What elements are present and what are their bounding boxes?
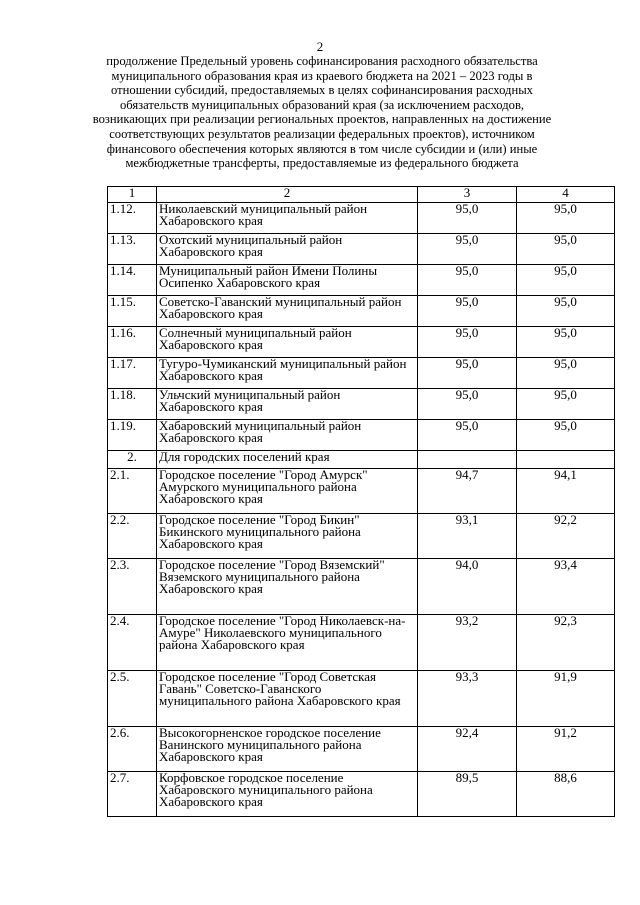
municipality-name: Советско-Гаванский муниципальный район Хабаровского края — [157, 296, 418, 327]
row-number: 2.2. — [108, 514, 157, 559]
row-number: 2.6. — [108, 727, 157, 772]
row-number: 1.17. — [108, 358, 157, 389]
table-row — [108, 559, 615, 615]
value-col-4: 91,2 — [517, 727, 615, 772]
document-heading: продолжение Предельный уровень софинансирования расходного обязательства муниципального образования края из краевого бюджета на 2021 – 2023 годы в отношении субсидий, предоставляемых в целях софинансирования расходных обязательств муниципальных образований края (за исключением расходов, возникающих при реализации региональных проектов, направленных на достижение соответствующих результатов реализации федеральных проектов), источником финансового обеспечения которых являются в том числе субсидии и (или) иные межбюджетные трансферты, предоставляемые из федерального бюджета — [92, 54, 552, 171]
table-row — [108, 772, 615, 817]
table-row — [108, 727, 615, 772]
value-col-4: 95,0 — [517, 234, 615, 265]
municipality-name: Охотский муниципальный район Хабаровского края — [157, 234, 418, 265]
cofinancing-table — [107, 186, 615, 817]
value-col-3: 95,0 — [418, 234, 517, 265]
row-number: 2.5. — [108, 671, 157, 727]
value-col-3: 94,0 — [418, 559, 517, 615]
table-row — [108, 420, 615, 451]
row-number: 2.1. — [108, 469, 157, 514]
value-col-3: 93,3 — [418, 671, 517, 727]
value-col-4: 95,0 — [517, 203, 615, 234]
value-col-4: 95,0 — [517, 389, 615, 420]
row-number: 1.19. — [108, 420, 157, 451]
row-number: 1.12. — [108, 203, 157, 234]
table-row — [108, 296, 615, 327]
value-col-3: 89,5 — [418, 772, 517, 817]
value-col-3: 95,0 — [418, 327, 517, 358]
header-cell: 1 — [108, 187, 157, 203]
table-row — [108, 389, 615, 420]
table-row — [108, 358, 615, 389]
table-row — [108, 514, 615, 559]
municipality-name: Ульчский муниципальный район Хабаровского края — [157, 389, 418, 420]
value-col-4: 95,0 — [517, 420, 615, 451]
value-col-4 — [517, 451, 615, 469]
row-number: 1.13. — [108, 234, 157, 265]
value-col-4: 91,9 — [517, 671, 615, 727]
value-col-3: 93,1 — [418, 514, 517, 559]
value-col-4: 92,3 — [517, 615, 615, 671]
value-col-3: 95,0 — [418, 265, 517, 296]
value-col-4: 93,4 — [517, 559, 615, 615]
municipality-name: Корфовское городское поселение Хабаровского муниципального района Хабаровского края — [157, 772, 418, 817]
value-col-3: 95,0 — [418, 389, 517, 420]
value-col-4: 94,1 — [517, 469, 615, 514]
municipality-name: Хабаровский муниципальный район Хабаровского края — [157, 420, 418, 451]
table-row — [108, 469, 615, 514]
municipality-name: Муниципальный район Имени Полины Осипенко Хабаровского края — [157, 265, 418, 296]
municipality-name: Городское поселение "Город Советская Гавань" Советско-Гаванского муниципального района Хабаровского края — [157, 671, 418, 727]
value-col-3: 93,2 — [418, 615, 517, 671]
row-number: 1.16. — [108, 327, 157, 358]
header-cell: 2 — [157, 187, 418, 203]
municipality-name: Городское поселение "Город Амурск" Амурского муниципального района Хабаровского края — [157, 469, 418, 514]
table-row — [108, 327, 615, 358]
table-row — [108, 234, 615, 265]
value-col-4: 88,6 — [517, 772, 615, 817]
municipality-name: Городское поселение "Город Бикин" Бикинского муниципального района Хабаровского края — [157, 514, 418, 559]
value-col-3: 94,7 — [418, 469, 517, 514]
value-col-4: 95,0 — [517, 358, 615, 389]
value-col-3: 92,4 — [418, 727, 517, 772]
row-number: 2.7. — [108, 772, 157, 817]
row-number: 1.14. — [108, 265, 157, 296]
section-title: Для городских поселений края — [157, 451, 418, 469]
value-col-3: 95,0 — [418, 296, 517, 327]
municipality-name: Солнечный муниципальный район Хабаровского края — [157, 327, 418, 358]
header-cell: 4 — [517, 187, 615, 203]
header-cell: 3 — [418, 187, 517, 203]
value-col-4: 95,0 — [517, 327, 615, 358]
value-col-3: 95,0 — [418, 203, 517, 234]
row-number: 1.18. — [108, 389, 157, 420]
section-number: 2. — [108, 451, 157, 469]
table-row — [108, 671, 615, 727]
value-col-3 — [418, 451, 517, 469]
value-col-4: 95,0 — [517, 265, 615, 296]
municipality-name: Городское поселение "Город Николаевск-на-Амуре" Николаевского муниципального района Хабаровского края — [157, 615, 418, 671]
page-number: 2 — [316, 39, 324, 54]
municipality-name: Тугуро-Чумиканский муниципальный район Хабаровского края — [157, 358, 418, 389]
row-number: 2.4. — [108, 615, 157, 671]
table-row — [108, 265, 615, 296]
row-number: 2.3. — [108, 559, 157, 615]
municipality-name: Высокогорненское городское поселение Ванинского муниципального района Хабаровского края — [157, 727, 418, 772]
section-row — [108, 451, 615, 469]
value-col-3: 95,0 — [418, 420, 517, 451]
table-row — [108, 615, 615, 671]
municipality-name: Николаевский муниципальный район Хабаровского края — [157, 203, 418, 234]
value-col-3: 95,0 — [418, 358, 517, 389]
value-col-4: 95,0 — [517, 296, 615, 327]
table-row — [108, 203, 615, 234]
value-col-4: 92,2 — [517, 514, 615, 559]
municipality-name: Городское поселение "Город Вяземский" Вяземского муниципального района Хабаровского края — [157, 559, 418, 615]
row-number: 1.15. — [108, 296, 157, 327]
